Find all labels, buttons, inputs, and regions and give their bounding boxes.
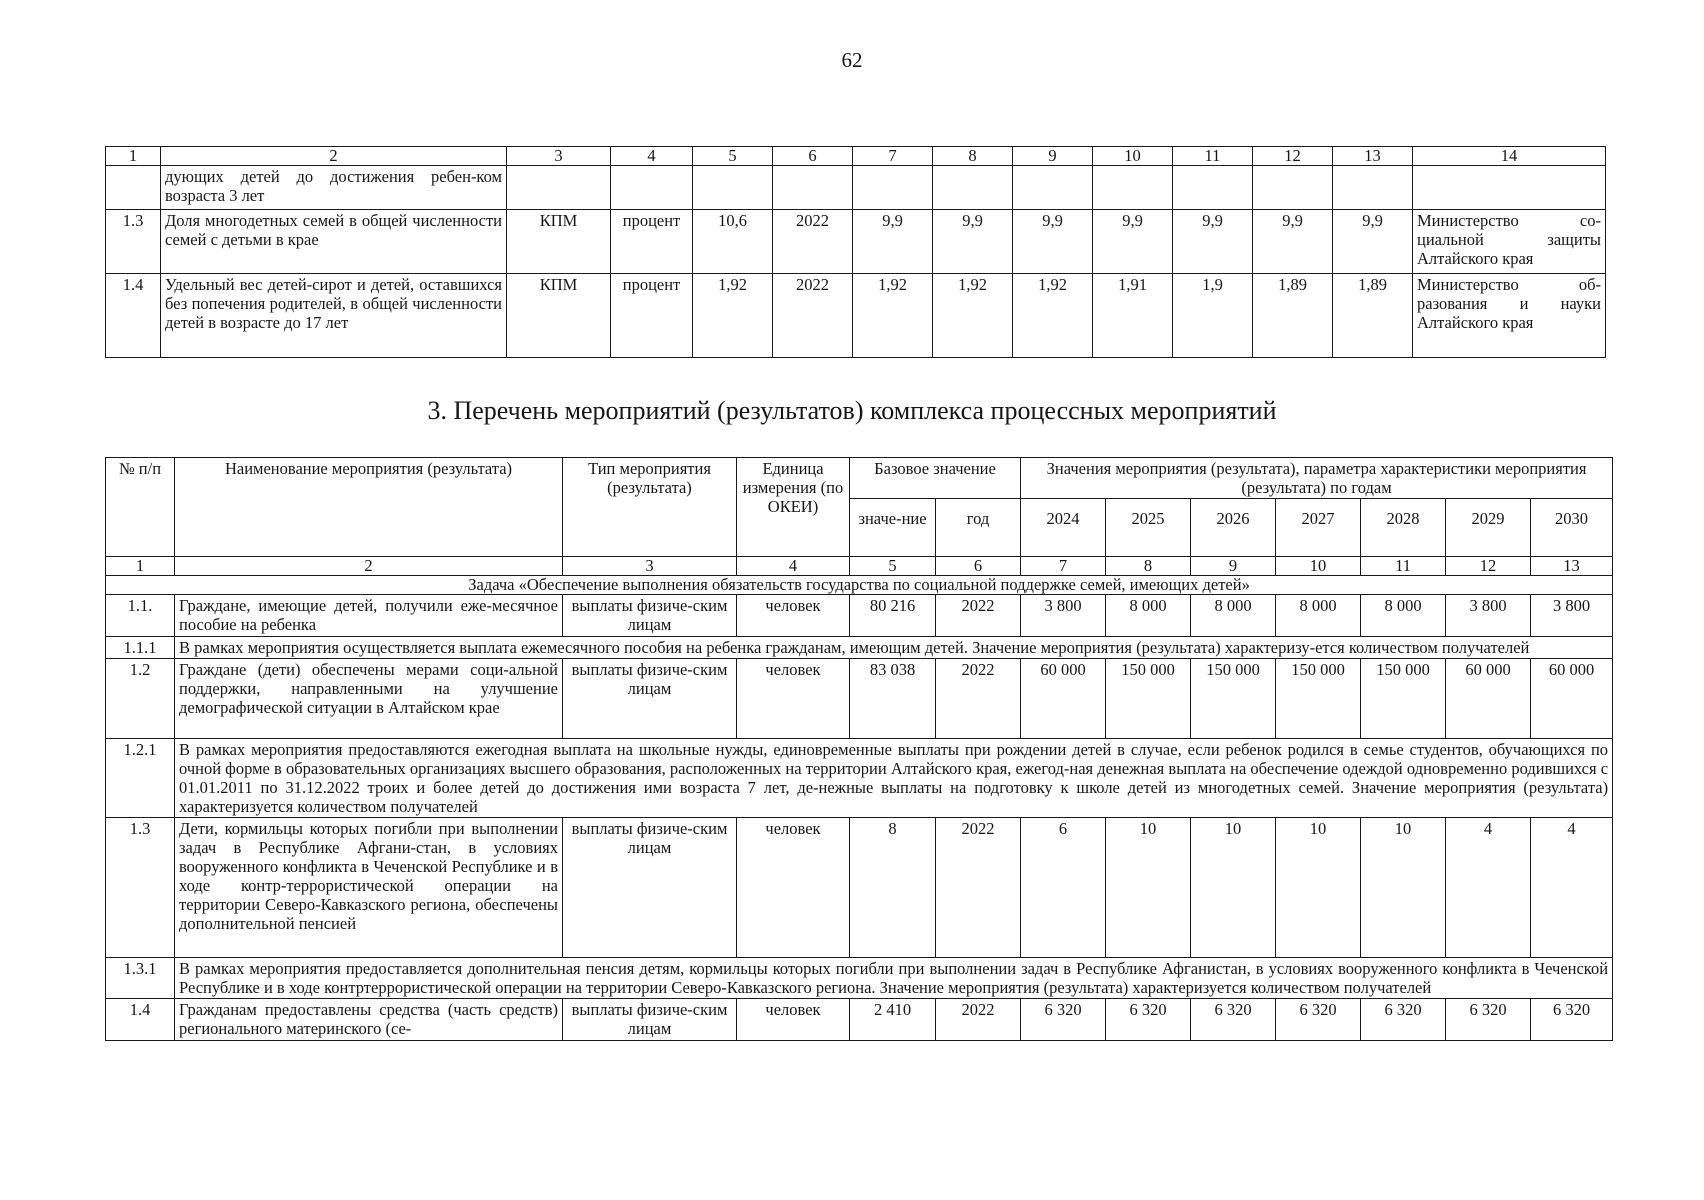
year-value: 8 000: [1106, 595, 1191, 637]
col-number: 1: [106, 557, 175, 576]
indicator-type: КПМ: [507, 274, 611, 358]
indicator-unit: процент: [611, 274, 693, 358]
header-year: 2025: [1106, 499, 1191, 557]
column-number-row: [106, 147, 1606, 166]
year-value: 150 000: [1276, 659, 1361, 739]
base-value: 80 216: [850, 595, 936, 637]
base-year: 2022: [936, 595, 1021, 637]
year-value: 1,92: [933, 274, 1013, 358]
base-year: 2022: [936, 659, 1021, 739]
year-value: 6 320: [1106, 999, 1191, 1041]
row-number: 1.1.: [106, 595, 175, 637]
year-value: 1,92: [853, 274, 933, 358]
year-value: 4: [1446, 818, 1531, 958]
col-number: 2: [161, 147, 507, 166]
year-value: 10: [1361, 818, 1446, 958]
col-number: 9: [1191, 557, 1276, 576]
header-row: [106, 458, 1613, 499]
year-value: 4: [1531, 818, 1613, 958]
column-number-row: [106, 557, 1613, 576]
header-values-group: Значения мероприятия (результата), параметра характеристики мероприятия (результата) по годам: [1021, 458, 1613, 499]
responsible-organization: Министерство со-циальной защиты Алтайского края: [1413, 210, 1606, 274]
table-row: [106, 210, 1606, 274]
col-number: 4: [737, 557, 850, 576]
year-value: 60 000: [1021, 659, 1106, 739]
indicator-name: Доля многодетных семей в общей численности семей с детьми в крае: [161, 210, 507, 274]
activity-unit: человек: [737, 595, 850, 637]
year-value: 8 000: [1276, 595, 1361, 637]
year-value: 150 000: [1106, 659, 1191, 739]
year-value: 3 800: [1446, 595, 1531, 637]
note-number: 1.1.1: [106, 637, 175, 659]
header-base-value: значе-ние: [850, 499, 936, 557]
header-year: 2028: [1361, 499, 1446, 557]
year-value: 6 320: [1021, 999, 1106, 1041]
col-number: 12: [1446, 557, 1531, 576]
col-number: 11: [1173, 147, 1253, 166]
year-value: 9,9: [1093, 210, 1173, 274]
activity-type: выплаты физиче-ским лицам: [563, 818, 737, 958]
header-year: 2027: [1276, 499, 1361, 557]
base-year: 2022: [936, 999, 1021, 1041]
col-number: 2: [175, 557, 563, 576]
header-num: № п/п: [106, 458, 175, 557]
header-year: 2024: [1021, 499, 1106, 557]
col-number: 10: [1093, 147, 1173, 166]
year-value: 60 000: [1446, 659, 1531, 739]
year-value: 6 320: [1191, 999, 1276, 1041]
note-row: [106, 958, 1613, 999]
activity-unit: человек: [737, 659, 850, 739]
col-number: 11: [1361, 557, 1446, 576]
activity-type: выплаты физиче-ским лицам: [563, 659, 737, 739]
indicator-type: КПМ: [507, 210, 611, 274]
col-number: 5: [693, 147, 773, 166]
base-value: 8: [850, 818, 936, 958]
base-year: 2022: [773, 274, 853, 358]
col-number: 3: [563, 557, 737, 576]
col-number: 6: [936, 557, 1021, 576]
header-type: Тип мероприятия (результата): [563, 458, 737, 557]
year-value: 9,9: [1253, 210, 1333, 274]
year-value: 8 000: [1361, 595, 1446, 637]
activity-type: выплаты физиче-ским лицам: [563, 595, 737, 637]
header-year: 2026: [1191, 499, 1276, 557]
indicator-name-continuation: дующих детей до достижения ребен-ком возраста 3 лет: [161, 166, 507, 210]
col-number: 5: [850, 557, 936, 576]
note-text: В рамках мероприятия осуществляется выплата ежемесячного пособия на ребенка гражданам, имеющим детей. Значение мероприятия (результата) характеризу-ется количеством получателей: [175, 637, 1613, 659]
col-number: 3: [507, 147, 611, 166]
col-number: 6: [773, 147, 853, 166]
activity-name: Граждане (дети) обеспечены мерами соци-альной поддержки, направленными на улучшение демографической ситуации в Алтайском крае: [175, 659, 563, 739]
table-row: [106, 595, 1613, 637]
row-number: 1.2: [106, 659, 175, 739]
col-number: 7: [1021, 557, 1106, 576]
year-value: 8 000: [1191, 595, 1276, 637]
activity-type: выплаты физиче-ским лицам: [563, 999, 737, 1041]
activities-table: [105, 457, 1613, 1041]
base-year: 2022: [773, 210, 853, 274]
header-name: Наименование мероприятия (результата): [175, 458, 563, 557]
base-value: 10,6: [693, 210, 773, 274]
row-number: 1.3: [106, 818, 175, 958]
header-unit: Единица измерения (по ОКЕИ): [737, 458, 850, 557]
col-number: 12: [1253, 147, 1333, 166]
year-value: 1,92: [1013, 274, 1093, 358]
activity-name: Гражданам предоставлены средства (часть средств) регионального материнского (се-: [175, 999, 563, 1041]
activity-unit: человек: [737, 999, 850, 1041]
year-value: 6 320: [1361, 999, 1446, 1041]
year-value: 1,89: [1253, 274, 1333, 358]
year-value: 10: [1106, 818, 1191, 958]
table-row: [106, 659, 1613, 739]
col-number: 1: [106, 147, 161, 166]
col-number: 8: [933, 147, 1013, 166]
table-row: [106, 166, 1606, 210]
row-number: 1.4: [106, 274, 161, 358]
year-value: 150 000: [1361, 659, 1446, 739]
year-value: 3 800: [1531, 595, 1613, 637]
header-base-year: год: [936, 499, 1021, 557]
activity-name: Граждане, имеющие детей, получили еже-месячное пособие на ребенка: [175, 595, 563, 637]
col-number: 10: [1276, 557, 1361, 576]
col-number: 9: [1013, 147, 1093, 166]
activity-name: Дети, кормильцы которых погибли при выполнении задач в Республике Афгани-стан, в условиях вооруженного конфликта в Чеченской Республике и в ходе контр-террористической операции на территории Северо-Кавказского региона, обеспечены дополнительной пенсией: [175, 818, 563, 958]
base-value: 1,92: [693, 274, 773, 358]
col-number: 13: [1531, 557, 1613, 576]
header-year: 2029: [1446, 499, 1531, 557]
year-value: 3 800: [1021, 595, 1106, 637]
page-number: 62: [841, 48, 863, 72]
col-number: 4: [611, 147, 693, 166]
year-value: 1,89: [1333, 274, 1413, 358]
col-number: 13: [1333, 147, 1413, 166]
base-year: 2022: [936, 818, 1021, 958]
year-value: 9,9: [853, 210, 933, 274]
year-value: 9,9: [1333, 210, 1413, 274]
year-value: 1,91: [1093, 274, 1173, 358]
note-number: 1.2.1: [106, 739, 175, 818]
year-value: 9,9: [933, 210, 1013, 274]
year-value: 10: [1276, 818, 1361, 958]
table-row: [106, 999, 1613, 1041]
indicator-unit: процент: [611, 210, 693, 274]
year-value: 60 000: [1531, 659, 1613, 739]
section-heading: 3. Перечень мероприятий (результатов) комплекса процессных мероприятий: [427, 396, 1277, 425]
note-row: [106, 637, 1613, 659]
table-row: [106, 274, 1606, 358]
col-number: 8: [1106, 557, 1191, 576]
responsible-organization: Министерство об-разования и науки Алтайского края: [1413, 274, 1606, 358]
activity-unit: человек: [737, 818, 850, 958]
year-value: 6 320: [1531, 999, 1613, 1041]
row-number: 1.4: [106, 999, 175, 1041]
header-year: 2030: [1531, 499, 1613, 557]
year-value: 10: [1191, 818, 1276, 958]
note-row: [106, 739, 1613, 818]
row-number: 1.3: [106, 210, 161, 274]
year-value: 6 320: [1446, 999, 1531, 1041]
year-value: 6: [1021, 818, 1106, 958]
base-value: 2 410: [850, 999, 936, 1041]
year-value: 6 320: [1276, 999, 1361, 1041]
indicator-name: Удельный вес детей-сирот и детей, оставшихся без попечения родителей, в общей численности детей в возрасте до 17 лет: [161, 274, 507, 358]
table-row: [106, 818, 1613, 958]
base-value: 83 038: [850, 659, 936, 739]
task-row: [106, 576, 1613, 595]
col-number: 14: [1413, 147, 1606, 166]
year-value: 1,9: [1173, 274, 1253, 358]
note-text: В рамках мероприятия предоставляются ежегодная выплата на школьные нужды, единовременные выплаты при рождении детей в случае, если ребенок родился в семье студентов, обучающихся по очной форме в образовательных организациях высшего образования, расположенных на территории Алтайского края, ежегод-ная денежная выплата на обеспечение одеждой одновременно родившихся с 01.01.2011 по 31.12.2022 троих и более детей до достижения ими возраста 7 лет, де-нежные выплаты на подготовку к школе детей из многодетных семей. Значение мероприятия (результата) характеризуется количеством получателей: [175, 739, 1613, 818]
year-value: 9,9: [1173, 210, 1253, 274]
indicators-table: [105, 146, 1606, 358]
note-number: 1.3.1: [106, 958, 175, 999]
year-value: 150 000: [1191, 659, 1276, 739]
col-number: 7: [853, 147, 933, 166]
header-base: Базовое значение: [850, 458, 1021, 499]
year-value: 9,9: [1013, 210, 1093, 274]
note-text: В рамках мероприятия предоставляется дополнительная пенсия детям, кормильцы которых погибли при выполнении задач в Республике Афганистан, в условиях вооруженного конфликта в Чеченской Республике и в ходе контртеррористической операции на территории Северо-Кавказского региона. Значение мероприятия (результата) характеризуется количеством получателей: [175, 958, 1613, 999]
task-title: Задача «Обеспечение выполнения обязательств государства по социальной поддержке семей, имеющих детей»: [106, 576, 1613, 595]
